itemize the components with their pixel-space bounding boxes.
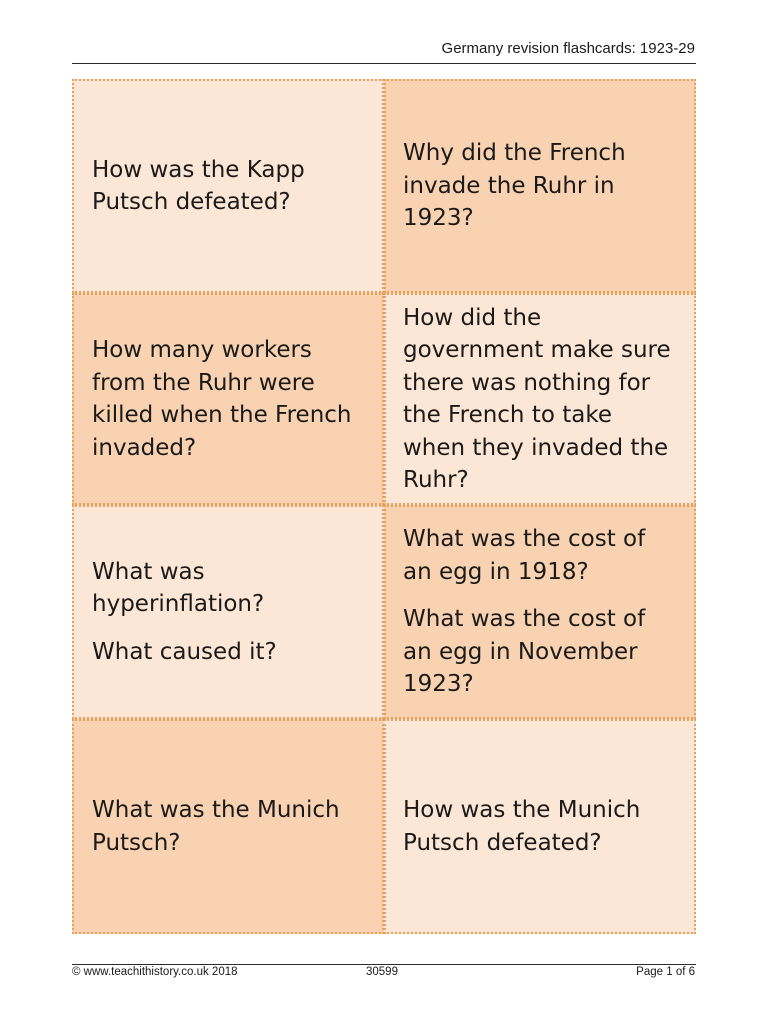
flashcard-6 [384,505,696,719]
flashcard-grid [72,79,696,934]
flashcard-question: How was the Kapp Putsch defeated? [92,156,305,215]
flashcard-question: What was the cost of an egg in 1918? [403,526,646,585]
footer-copyright: © www.teachithistory.co.uk 2018 [72,966,238,978]
footer-divider [72,964,696,965]
flashcard-7 [72,719,384,934]
footer-page-number: Page 1 of 6 [636,966,695,978]
header-divider [72,63,696,64]
flashcard-question: What was hyperinflation? [92,558,265,618]
flashcard-3 [72,293,384,505]
flashcard-8 [384,719,696,934]
flashcard-question: How many workers from the Ruhr were killed when the French invaded? [92,337,352,461]
flashcard-1 [72,79,384,293]
flashcard-question: Why did the French invade the Ruhr in 1923? [403,140,626,232]
flashcard-question: What was the Munich Putsch? [92,797,340,856]
flashcard-question: What caused it? [92,638,277,665]
page-header-title: Germany revision flashcards: 1923-29 [441,40,695,57]
flashcard-question: How did the government make sure there was nothing for the French to take when they invaded the Ruhr? [403,304,671,493]
flashcard-2 [384,79,696,293]
flashcard-question: How was the Munich Putsch defeated? [403,797,641,856]
flashcard-question: What was the cost of an egg in November 1923? [403,606,646,698]
footer-resource-code: 30599 [366,966,398,978]
flashcard-5 [72,505,384,719]
flashcard-4 [384,293,696,505]
